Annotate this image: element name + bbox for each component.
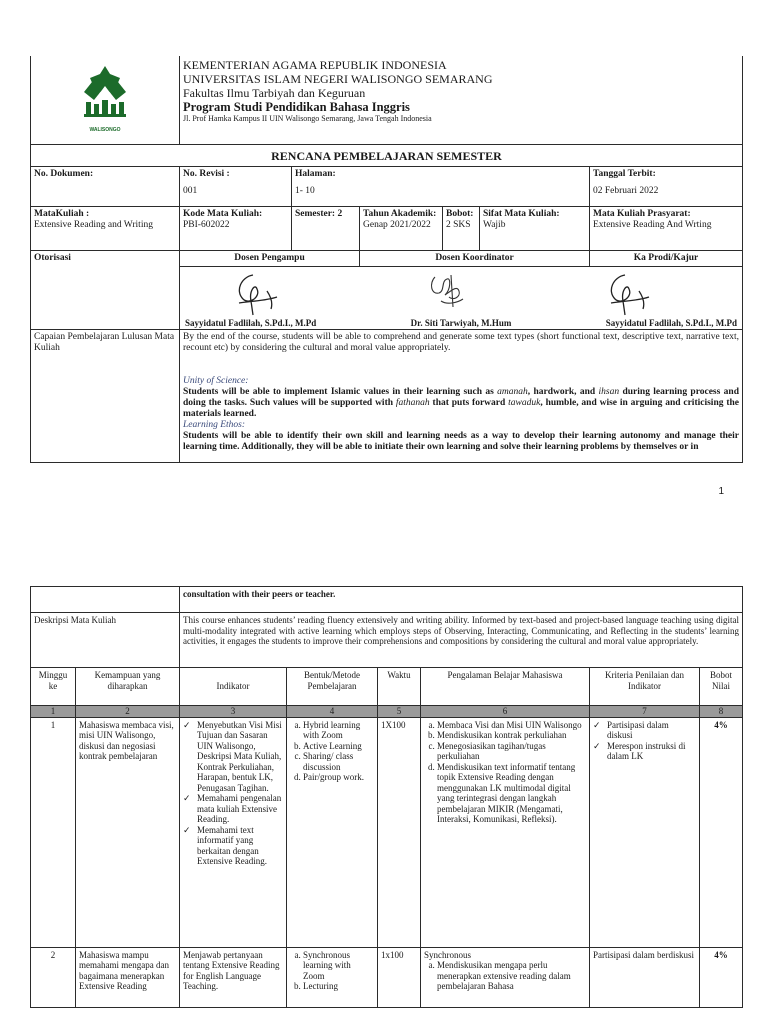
column-header-row (31, 668, 743, 706)
colnum: 1 (31, 706, 76, 718)
list-item: ✓ Memahami text informatif yang berkaitan dengan Extensive Reading. (183, 825, 283, 867)
matakuliah-cell (31, 207, 180, 251)
program-name: Program Studi Pendidikan Bahasa Inggris (183, 100, 410, 114)
matakuliah-value: Extensive Reading and Writing (34, 220, 153, 230)
row2-pengalaman-intro: Synchronous (424, 949, 471, 960)
institution-row (31, 56, 743, 145)
title-row (31, 145, 743, 167)
signer-koordinator: Dr. Siti Tarwiyah, M.Hum (410, 318, 512, 328)
continuation-row (31, 587, 743, 613)
tahun-label: Tahun Akademik: (363, 209, 437, 219)
otorisasi-row (31, 251, 743, 267)
header-pengalaman: Pengalaman Belajar Mahasiswa (421, 668, 590, 706)
row1-waktu: 1X100 (378, 717, 421, 947)
tahun-value: Genap 2021/2022 (363, 220, 431, 230)
deskripsi-row (31, 613, 743, 668)
dosen-koordinator-header: Dosen Koordinator (360, 251, 590, 267)
list-item: d. Mendiskusikan text informatif tentang topik Extensive Reading dengan menggunakan LK multimodal digital yang terintegrasi dengan langkah pembelajaran MIKIR (Mengamati, Interaksi, Komunikasi, Refleksi). (437, 762, 586, 825)
bobot-value: 2 SKS (446, 220, 471, 230)
list-item: a. Mendiskusikan mengapa perlu menerapkan extensive reading dalam pembelajaran Bahasa (437, 960, 586, 992)
tanggal-label: Tanggal Terbit: (593, 169, 656, 179)
dosen-pengampu-header: Dosen Pengampu (180, 251, 360, 267)
unity-of-science-heading: Unity of Science: (183, 376, 249, 386)
row1-pengalaman (421, 717, 590, 947)
header-indikator: Indikator (180, 668, 287, 706)
prasyarat-label: Mata Kuliah Prasyarat: (593, 209, 691, 219)
row1-bentuk (287, 717, 378, 947)
row2-bobot: 4% (700, 947, 743, 1007)
row2-indikator: Menjawab pertanyaan tentang Extensive Reading for English Language Teaching. (180, 947, 287, 1007)
bobot-cell (443, 207, 480, 251)
signatures-cell (180, 267, 743, 330)
university-address: Jl. Prof Hamka Kampus II UIN Walisongo Semarang, Jawa Tengah Indonesia (183, 114, 432, 123)
row2-kemampuan: Mahasiswa mampu memahami mengapa dan bagaimana menerapkan Extensive Reading (76, 947, 180, 1007)
list-item: ✓ Memahami pengenalan mata kuliah Extensive Reading. (183, 793, 283, 825)
list-item: c. Menegosiasikan tagihan/tugas perkuliahan (437, 741, 586, 762)
capaian-row (31, 330, 743, 463)
kode-cell (180, 207, 292, 251)
university-name: UNIVERSITAS ISLAM NEGERI WALISONGO SEMARANG (183, 72, 493, 86)
capaian-content (180, 330, 743, 463)
capaian-continuation: consultation with their peers or teacher. (180, 587, 743, 613)
list-item: b. Active Learning (303, 741, 374, 752)
no-revisi-cell (180, 167, 292, 207)
tahun-cell (360, 207, 443, 251)
sifat-label: Sifat Mata Kuliah: (483, 209, 560, 219)
row2-pengalaman (421, 947, 590, 1007)
list-item: b. Mendiskusikan kontrak perkuliahan (437, 730, 586, 741)
course-row (31, 207, 743, 251)
prasyarat-value: Extensive Reading And Wrting (593, 220, 712, 230)
kode-value: PBI-602022 (183, 220, 230, 230)
bobot-label: Bobot: (446, 209, 474, 219)
list-item: a. Membaca Visi dan Misi UIN Walisongo (437, 720, 586, 731)
list-item: d. Pair/group work. (303, 772, 374, 783)
walisongo-logo-icon (80, 64, 130, 124)
unity-of-science-text: Students will be able to implement Islamic values in their learning such as amanah, hardwork, and ihsan during learning process and doing the tasks. Such values will be supported with fathanah that puts forward tawaduk, humble, and wise in arguing and criticising the materials learned. (183, 387, 739, 419)
capaian-label: Capaian Pembelajaran Lulusan Mata Kuliah (31, 330, 180, 463)
column-number-row (31, 706, 743, 718)
row2-waktu: 1x100 (378, 947, 421, 1007)
colnum: 5 (378, 706, 421, 718)
header-kriteria: Kriteria Penilaian dan Indikator (590, 668, 700, 706)
halaman-cell (292, 167, 590, 207)
signatures (183, 267, 739, 329)
colnum: 2 (76, 706, 180, 718)
sifat-value: Wajib (483, 220, 506, 230)
university-logo (34, 58, 176, 142)
list-item: ✓ Menyebutkan Visi Misi Tujuan dan Sasaran UIN Walisongo, Deskripsi Mata Kuliah, Kontrak Perkuliahan, Harapan, bentuk LK, Penugasan Tagihan. (183, 720, 283, 794)
list-item: ✓ Merespon instruksi di dalam LK (593, 741, 696, 762)
list-item: c. Sharing/ class discussion (303, 751, 374, 772)
institution-info (180, 56, 743, 145)
table-row (31, 717, 743, 947)
signature-pengampu-icon (231, 271, 281, 317)
signature-kaprodi-icon (603, 271, 653, 317)
colnum: 8 (700, 706, 743, 718)
row2-bentuk (287, 947, 378, 1007)
semester-cell: Semester: 2 (292, 207, 360, 251)
header-kemampuan: Kemampuan yang diharapkan (76, 668, 180, 706)
capaian-paragraph: By the end of the course, students will be able to comprehend and generate some text types (short functional text, descriptive text, narrative text, recount etc) by considering the cultural and moral value appropriately. (183, 332, 739, 353)
matakuliah-label: MataKuliah : (34, 209, 90, 219)
logo-caption: WALISONGO (89, 127, 121, 133)
colnum: 3 (180, 706, 287, 718)
list-item: a. Hybrid learning with Zoom (303, 720, 374, 741)
document-page-2 (0, 586, 768, 1024)
prasyarat-cell (590, 207, 743, 251)
row1-bobot: 4% (700, 717, 743, 947)
document-title: RENCANA PEMBELAJARAN SEMESTER (31, 145, 743, 167)
learning-ethos-text: Students will be able to identify their own skill and learning needs as a way to develop their learning autonomy and manage their learning time. Additionally, they will be able to initiate their own learning and solve their learning problems by themselves or in (183, 431, 739, 452)
row1-minggu: 1 (31, 717, 76, 947)
colnum: 4 (287, 706, 378, 718)
header-waktu: Waktu (378, 668, 421, 706)
row1-indikator (180, 717, 287, 947)
tanggal-cell (590, 167, 743, 207)
list-item: b. Lecturing (303, 981, 374, 992)
header-bobot: Bobot Nilai (700, 668, 743, 706)
row1-kriteria (590, 717, 700, 947)
row1-kemampuan: Mahasiswa membaca visi, misi UIN Walisongo, diskusi dan negosiasi kontrak pembelajaran (76, 717, 180, 947)
header-bentuk: Bentuk/Metode Pembelajaran (287, 668, 378, 706)
deskripsi-text: This course enhances students’ reading fluency extensively and writing ability. Informed by text-based and project-based language teaching using digital multi-modality integrated with active learning which employs steps of Observing, Interacting, Communicating, and Reflecting in the students’ learning activities, it engages the students to improve their comprehensions and compositions by considering the cultural and moral value appropriately. (180, 613, 743, 668)
sifat-cell (480, 207, 590, 251)
row2-minggu: 2 (31, 947, 76, 1007)
faculty-name: Fakultas Ilmu Tarbiyah dan Keguruan (183, 86, 366, 100)
table-row (31, 947, 743, 1007)
page-number: 1 (718, 486, 724, 497)
meta-row (31, 167, 743, 207)
continuation-empty (31, 587, 180, 613)
halaman-value: 1- 10 (295, 186, 315, 196)
ministry-name: KEMENTERIAN AGAMA REPUBLIK INDONESIA (183, 58, 447, 72)
no-revisi-value: 001 (183, 186, 198, 196)
learning-ethos-heading: Learning Ethos: (183, 420, 246, 430)
kode-label: Kode Mata Kuliah: (183, 209, 263, 219)
list-item: a. Synchronous learning with Zoom (303, 950, 374, 982)
halaman-label: Halaman: (295, 169, 336, 179)
list-item: ✓ Partisipasi dalam diskusi (593, 720, 696, 741)
rps-header-table (30, 56, 743, 463)
signature-koordinator-icon (421, 271, 471, 311)
colnum: 6 (421, 706, 590, 718)
colnum: 7 (590, 706, 700, 718)
row2-kriteria: Partisipasi dalam berdiskusi (590, 947, 700, 1007)
otorisasi-label: Otorisasi (31, 251, 180, 330)
tanggal-value: 02 Februari 2022 (593, 186, 659, 196)
deskripsi-label: Deskripsi Mata Kuliah (31, 613, 180, 668)
signer-pengampu: Sayyidatul Fadlilah, S.Pd.I., M.Pd (185, 318, 317, 328)
no-revisi-label: No. Revisi : (183, 169, 230, 179)
header-minggu: Minggu ke (31, 668, 76, 706)
logo-cell (31, 56, 180, 145)
kaprodi-header: Ka Prodi/Kajur (590, 251, 743, 267)
no-dokumen-label: No. Dokumen: (31, 167, 180, 207)
signer-kaprodi: Sayyidatul Fadlilah, S.Pd.I., M.Pd (605, 318, 737, 328)
rps-detail-table (30, 586, 743, 1008)
